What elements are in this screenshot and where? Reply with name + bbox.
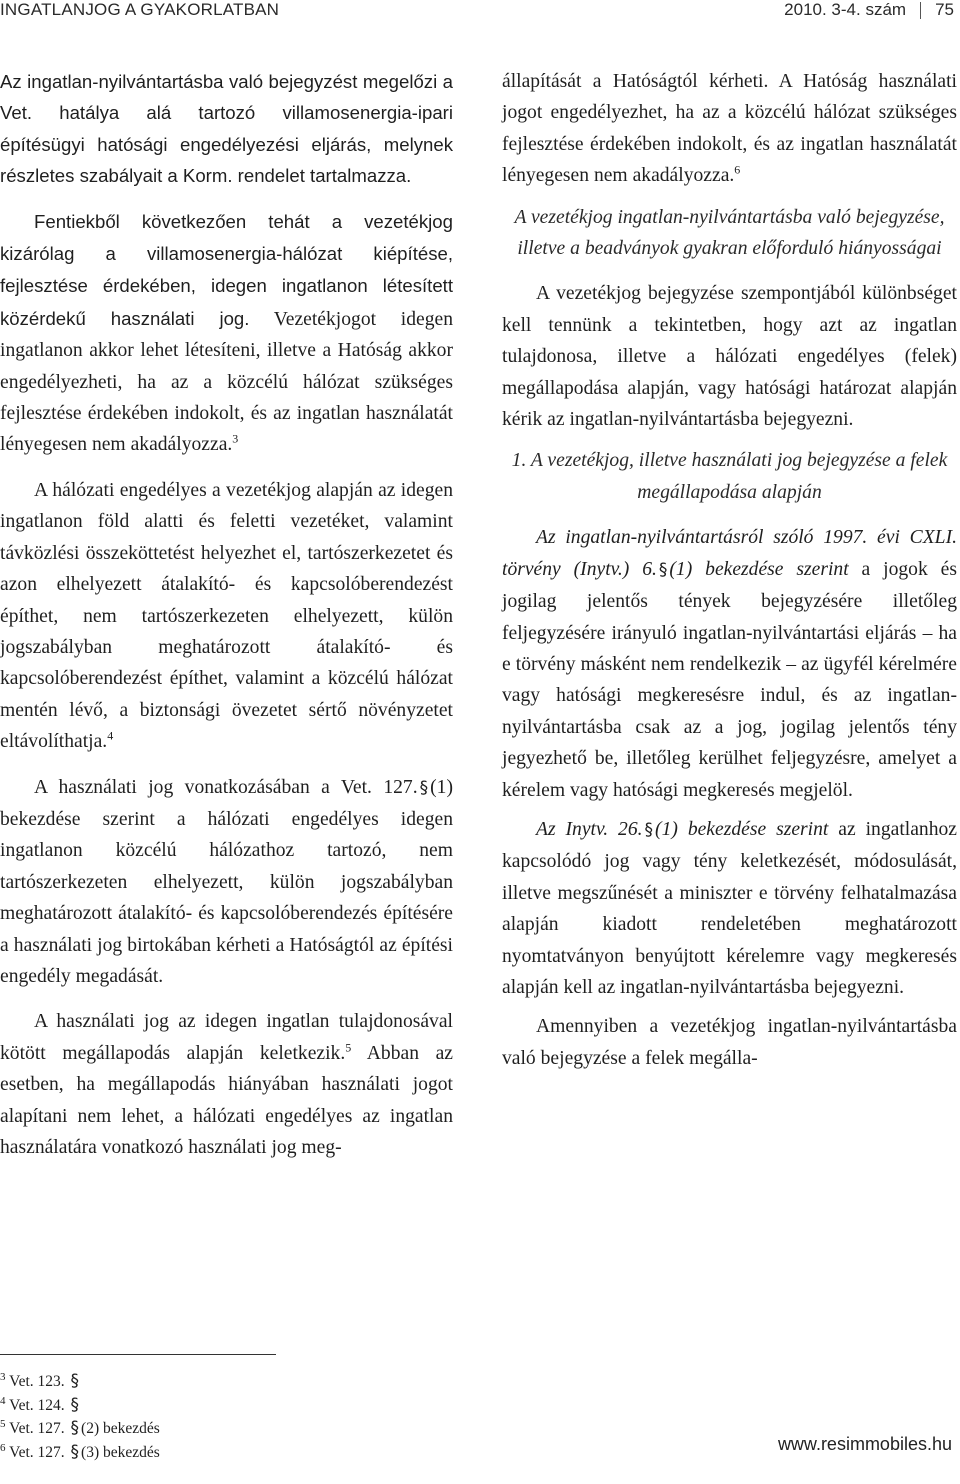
left-column	[0, 66, 453, 1163]
header-right	[784, 0, 954, 20]
section-sign: §	[70, 1394, 80, 1415]
section-sign: §	[419, 777, 429, 798]
paragraph-bejegyzes: A vezetékjog bejegyzése szempontjából különbséget kell tennünk a tekintetben, hogy azt az ingatlan tulajdonosa, illetve a hálózati engedélyes (felek) megállapodása alapján, vagy hatósági határozat alapján kérik az ingatlan-nyilvántartásba bejegyezni.	[502, 283, 957, 431]
paragraph-inytv-6-text: a jogok és jogilag jelentős tények bejegyzésére illetőleg feljegyzésére irányuló ingatlan-nyilvántartási eljárás – ha e törvény másként nem rendelkezik – az ügyfél kérelmére vagy hatósági megkeresésre indul, és az ingatlan-nyilvántartásba csak az a jog, jogilag jelentős tény jegyezhető be, illetőleg kerülhet feljegyzésre, amelyet a kérelem vagy hatósági megkeresés megjelöl.	[502, 558, 957, 801]
section-sign: §	[70, 1371, 80, 1391]
paragraph-inytv-26-text: az ingatlanhoz kapcsolódó jog vagy tény keletkezését, módosulását, illetve megszűnését a miniszter e törvény felhatalmazása alapján kiadott rendeletében meghatározott nyomtatványon benyújtott kérelemre vagy megkeresés alapján kell az ingatlan-nyilvántartásba bejegyezni.	[502, 818, 957, 998]
footnote-text: Vet. 124.	[9, 1396, 65, 1414]
footnote-ref[interactable]: 5	[345, 1040, 352, 1055]
subsection-heading: 1. A vezetékjog, illetve használati jog bejegyzése a felek megállapodása alapján	[511, 450, 948, 503]
paragraph-hasznalati-jog-b: (1) bekezdése szerint a hálózati engedélyes idegen ingatlanon közcélú hálózathoz tartozó, nem tartószerkezeten elhelyezett, külön jogszabályban meghatározott átalakító- és kapcsolóberendezés építésére a használati jog birtokában kérheti a Hatóságtól az építési engedély megadását.	[0, 776, 453, 987]
paragraph-halozati-engedelyes-text: A hálózati engedélyes a vezetékjog alapján az idegen ingatlanon föld alatti és feletti vezetéket, valamint távközlési összeköttetést helyezhet el, tartószerkezetet és azon elhelyezett átalakító- és kapcsolóberendezést építhet, nem tartószerkezeten elhelyezett, külön jogszabályban meghatározott átalakító- és kapcsolóberendezést építhet, valamint a közcélú hálózat mentén lévő, a biztonsági övezetet sértő növényzetet eltávolíthatja.	[0, 479, 453, 753]
section-sign: §	[658, 559, 668, 580]
paragraph-megallapodas-b: Abban az esetben, ha megállapodás hiányában használati jogot alapítani nem lehet, a hálózati engedélyes az ingatlan használatára vonatkozó használati jog meg-	[0, 1042, 453, 1158]
footnote-text-after: (3) bekezdés	[81, 1443, 160, 1461]
paragraph-amennyiben: Amennyiben a vezetékjog ingatlan-nyilvántartásba való bejegyzése a felek megálla-	[502, 1016, 957, 1069]
footnote-text-after: (2) bekezdés	[81, 1420, 160, 1438]
journal-title: INGATLANJOG A GYAKORLATBAN	[0, 0, 280, 19]
section-heading: A vezetékjog ingatlan-nyilvántartásba való bejegyzése, illetve a beadványok gyakran előforduló hiányosságai	[514, 206, 945, 260]
paragraph-megallapodas-a: A használati jog az idegen ingatlan tulajdonosával kötött megállapodás alapján keletkezik.	[0, 1011, 453, 1064]
footnote-number: 6	[0, 1441, 6, 1454]
footnote-6	[0, 1441, 160, 1465]
footnote-number: 4	[0, 1394, 6, 1407]
issue-label: 2010. 3-4. szám	[784, 0, 907, 19]
paragraph-vezetekjog-sans: Fentiekből következően tehát a vezetékjog kizárólag a villamosenergia-hálózat kiépítése, fejlesztése érdekében, idegen ingatlanon létesített közérdekű használati jog.	[0, 210, 453, 329]
footnote-number: 3	[0, 1370, 6, 1383]
paragraph-hasznalati-jog-a: A használati jog vonatkozásában a Vet. 127.	[34, 776, 418, 798]
footnote-text: Vet. 127.	[9, 1443, 65, 1461]
footnote-ref[interactable]: 6	[734, 162, 741, 177]
footnote-3	[0, 1370, 160, 1394]
footnote-number: 5	[0, 1418, 6, 1431]
header-divider	[920, 2, 921, 19]
page-number: 75	[935, 0, 954, 19]
paragraph-hasznalati-jog	[0, 772, 453, 993]
section-sign: §	[70, 1441, 80, 1462]
footer-url[interactable]: www.resimmobiles.hu	[777, 1434, 952, 1454]
footnote-ref[interactable]: 4	[107, 728, 114, 743]
footnotes	[0, 1370, 160, 1464]
paragraph-halozati-engedelyes	[0, 475, 453, 758]
page-header	[0, 0, 960, 20]
paragraph-vezetekjog-serif: Vezetékjogot idegen ingatlanon akkor lehet létesíteni, illetve a Hatóság akkor engedélyezheti, ha az a közcélú hálózat szükséges fejlesztése érdekében indokolt, és az ingatlan használatát lényegesen nem akadályozza.	[0, 308, 454, 456]
footnote-4	[0, 1394, 160, 1418]
paragraph-megallapodas	[0, 1006, 453, 1163]
paragraph-vezetekjog	[0, 206, 453, 461]
law-citation: Az ingatlan-nyilvántartásról szóló 1997. évi CXLI. törvény (Inytv.) 6.	[502, 527, 957, 580]
section-sign: §	[70, 1418, 80, 1439]
paragraph-inytv-26	[502, 814, 957, 1003]
law-citation-cont: (1) bekezdése szerint	[669, 558, 849, 580]
footnote-5	[0, 1417, 160, 1441]
law-citation-cont: (1) bekezdése szerint	[655, 818, 829, 840]
paragraph-inytv-6	[502, 522, 957, 806]
paragraph-continuation	[502, 66, 957, 192]
section-sign: §	[644, 819, 654, 840]
paragraph-continuation-text: állapítását a Hatóságtól kérheti. A Hatóság használati jogot engedélyezhet, ha az a közcélú hálózat szükséges fejlesztése érdekében indokolt, és az ingatlan használatát lényegesen nem akadályozza.	[502, 71, 957, 187]
right-column	[502, 66, 957, 1074]
footnote-ref[interactable]: 3	[232, 431, 239, 446]
law-citation: Az Inytv. 26.	[536, 818, 643, 840]
footnote-text: Vet. 123.	[9, 1373, 65, 1390]
footnote-divider	[0, 1354, 276, 1355]
paragraph-intro: Az ingatlan-nyilvántartásba való bejegyzést megelőzi a Vet. hatálya alá tartozó villamosenergia-ipari építésügyi hatósági engedélyezési eljárás, melynek részletes szabályait a Korm. rendelet tartalmazza.	[0, 71, 453, 187]
footnote-text: Vet. 127.	[9, 1420, 65, 1438]
